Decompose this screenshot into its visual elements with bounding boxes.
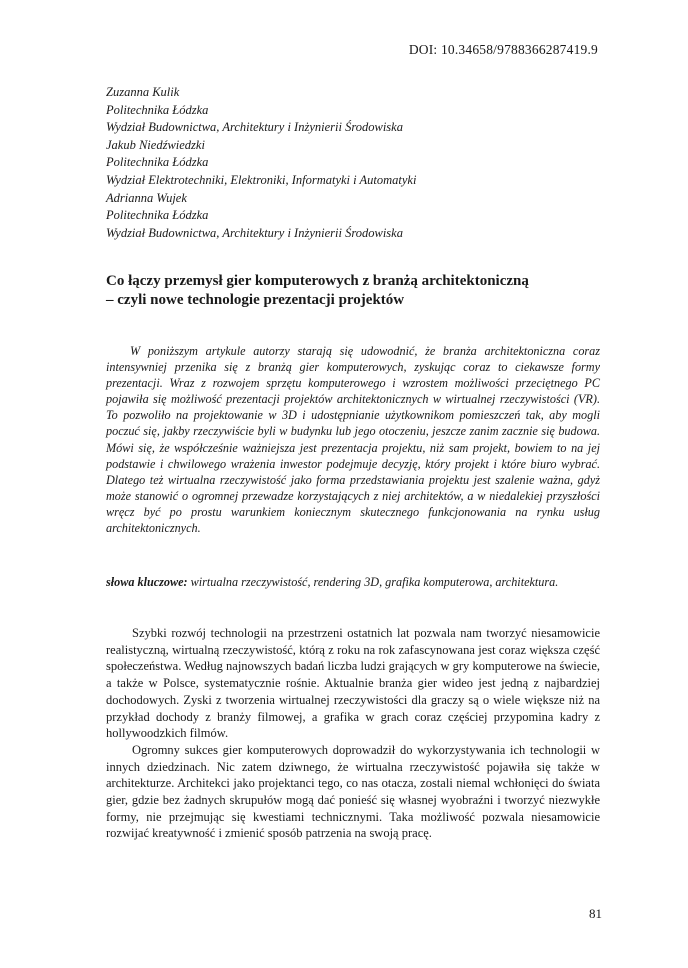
author-name: Zuzanna Kulik <box>106 85 180 99</box>
author-name: Adrianna Wujek <box>106 190 187 205</box>
abstract: W poniższym artykule autorzy starają się udowodnić, że branża architektoniczna coraz intensywniej przenika się z branżą gier komputerowych, zyskując coraz to ciekawsze formy prezentacji. Wraz z rozwojem sprzętu komputerowego i wzrostem możliwości przeciętnego PC pojawiła się możliwość prezentacji projektów architektonicznych w wirtualnej rzeczywistości (VR). To pozwoliło na projektowanie w 3D i udostępnianie użytkownikom pomieszczeń tak, aby mogli poczuć się, jakby rzeczywiście byli w budynku lub jego otoczeniu, jeszcze zanim zacznie się budowa. Mówi się, że współcześnie ważniejsza jest prezentacja projektu, niż sam projekt, bowiem to na jej podstawie i chwilowego wrażenia inwestor podejmuje decyzję, który projekt i które biuro wybrać. Dlatego też wirtualna rzeczywistość jako forma przedstawiania projektu jest szalenie ważna, gdyż może stanowić o ogromnej przewadze korzystających z niej architektów, a w niedalekiej przyszłości wręcz być po prostu warunkiem koniecznym skutecznego funkcjonowania na rynku usług architektonicznych. <box>106 344 600 536</box>
body-paragraph: Ogromny sukces gier komputerowych doprowadził do wykorzystywania ich technologii w innych dziedzinach. Nic zatem dziwnego, że wirtualna rzeczywistość pojawiła się także w architekturze. Architekci jako projektanci tego, co nas otacza, zostali niemal wchłonięci do świata gier, gdzie bez żadnych skrupułów mogą dać ponieść się własnej wyobraźni i tworzyć niezwykłe formy, nie przejmując się kwestiami technicznymi. Taka możliwość pozwala niesamowicie rozwijać kreatywność i zmienić sposób patrzenia na swoją pracę. <box>106 742 600 841</box>
author-faculty: Wydział Budownictwa, Architektury i Inżynierii Środowiska <box>106 120 403 135</box>
keywords-list: wirtualna rzeczywistość, rendering 3D, grafika komputerowa, architektura. <box>187 575 559 589</box>
article-title-line-1: Co łączy przemysł gier komputerowych z branżą architektoniczną <box>106 273 529 289</box>
author-university: Politechnika Łódzka <box>106 155 209 170</box>
article-title <box>106 272 606 310</box>
author-university: Politechnika Łódzka <box>106 102 209 117</box>
keywords <box>106 574 600 590</box>
author-faculty: Wydział Budownictwa, Architektury i Inżynierii Środowiska <box>106 225 403 240</box>
doi-header: DOI: 10.34658/9788366287419.9 <box>408 42 598 57</box>
author-name: Jakub Niedźwiedzki <box>106 137 205 152</box>
page-number: 81 <box>589 906 602 921</box>
body-paragraph: Szybki rozwój technologii na przestrzeni ostatnich lat pozwala nam tworzyć niesamowicie realistyczną, wirtualną rzeczywistość, którą z roku na rok zafascynowana jest coraz większa część społeczeństwa. Według najnowszych badań liczba ludzi grających w gry komputerowe na świecie, a także w Polsce, systematycznie rośnie. Aktualnie branża gier wideo jest jedną z najbardziej dochodowych. Zyski z tworzenia wirtualnej rzeczywistości dla graczy są o wiele większe niż na przykład dochody z branży filmowej, a grafika w grach coraz częściej przypomina kadry z hollywoodzkich filmów. <box>106 626 600 741</box>
body-text <box>106 625 600 842</box>
keywords-label: słowa kluczowe: <box>106 575 188 589</box>
author-affiliations <box>106 84 586 242</box>
author-faculty: Wydział Elektrotechniki, Elektroniki, Informatyki i Automatyki <box>106 172 417 187</box>
article-title-line-2: – czyli nowe technologie prezentacji projektów <box>106 292 405 308</box>
author-university: Politechnika Łódzka <box>106 208 209 223</box>
